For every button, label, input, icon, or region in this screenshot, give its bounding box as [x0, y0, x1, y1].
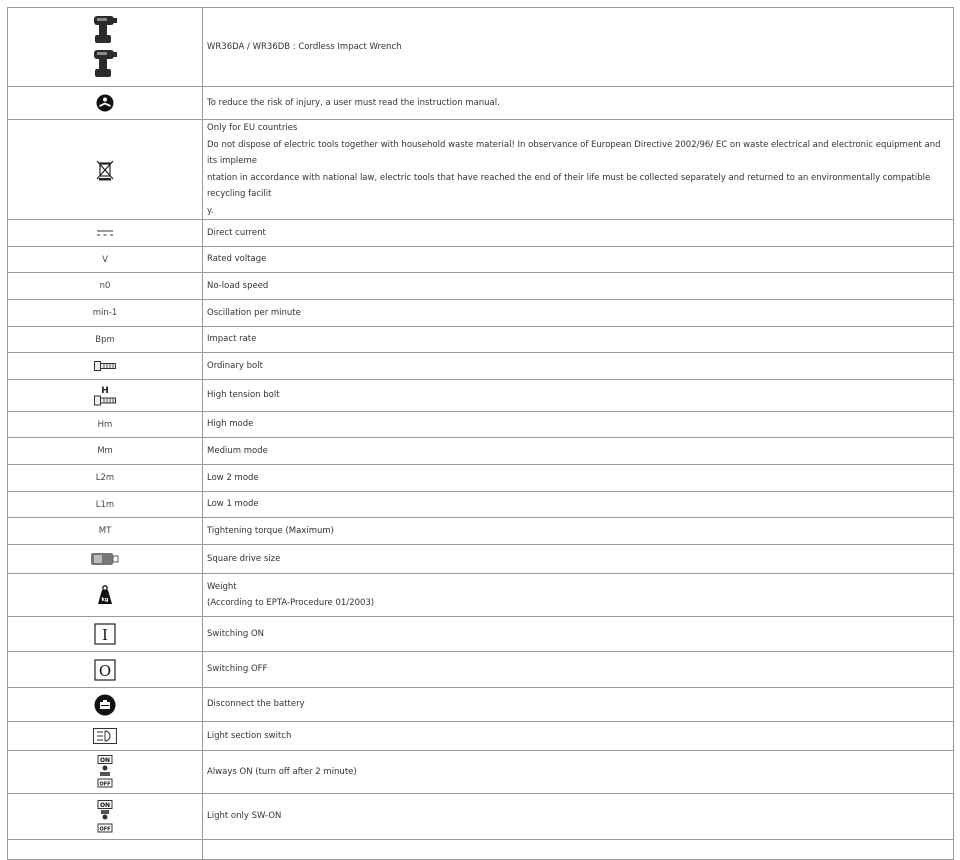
description-cell — [203, 273, 954, 300]
description-text: No-load speed — [207, 280, 269, 291]
description-cell — [203, 574, 954, 617]
table-row — [8, 465, 954, 492]
symbol-cell — [8, 438, 203, 465]
light-switch-icon — [93, 728, 117, 744]
svg-text:ON: ON — [99, 801, 111, 809]
description-text: Rated voltage — [207, 254, 267, 265]
symbol-cell — [8, 617, 203, 652]
symbol-cell — [8, 220, 203, 247]
table-row — [8, 794, 954, 840]
description-text: Light only SW-ON — [207, 811, 282, 822]
description-text: High tension bolt — [207, 390, 280, 401]
symbol-cell — [8, 300, 203, 327]
symbol-text: n0 — [99, 281, 111, 291]
description-cell — [203, 722, 954, 751]
high-tension-bolt-icon — [94, 385, 116, 407]
description-cell — [203, 492, 954, 518]
description-cell — [203, 380, 954, 412]
description-cell — [203, 840, 954, 860]
description-text: Light section switch — [207, 730, 292, 741]
description-text: Weight — [207, 581, 237, 592]
description-cell — [203, 353, 954, 380]
symbol-cell — [8, 412, 203, 438]
description-text: Square drive size — [207, 553, 281, 564]
symbol-text: min-1 — [92, 308, 118, 318]
description-text: Do not dispose of electric tools together with household waste material! In observance of European Directive 2002/96/ EC on waste electrical and electronic equipment and its impleme — [207, 139, 941, 166]
high-tension-label: H — [101, 385, 109, 396]
symbol-cell — [8, 465, 203, 492]
description-text: Only for EU countries — [207, 123, 298, 133]
description-text: WR36DA / WR36DB : Cordless Impact Wrench — [207, 41, 402, 52]
table-row — [8, 617, 954, 652]
crossed-bin-icon — [95, 159, 115, 181]
table-row — [8, 327, 954, 353]
symbol-cell — [8, 273, 203, 300]
description-text: Tightening torque (Maximum) — [207, 525, 334, 536]
description-cell — [203, 617, 954, 652]
table-row — [8, 273, 954, 300]
table-row — [8, 574, 954, 617]
square-drive-icon — [90, 552, 120, 566]
table-row — [8, 688, 954, 722]
description-text: Low 1 mode — [207, 499, 259, 510]
description-cell — [203, 412, 954, 438]
table-row — [8, 8, 954, 87]
read-manual-icon — [96, 94, 114, 112]
description-text: Ordinary bolt — [207, 360, 263, 371]
description-cell — [203, 220, 954, 247]
description-cell — [203, 87, 954, 120]
symbol-cell — [8, 722, 203, 751]
ordinary-bolt-icon — [94, 361, 116, 371]
description-cell — [203, 794, 954, 840]
description-cell — [203, 545, 954, 574]
symbols-table — [7, 7, 954, 860]
symbol-cell — [8, 574, 203, 617]
description-cell — [203, 465, 954, 492]
symbol-text: Hm — [97, 419, 113, 430]
table-row — [8, 220, 954, 247]
symbol-cell — [8, 380, 203, 412]
switch-off-icon — [94, 659, 116, 681]
table-row — [8, 518, 954, 545]
description-cell — [203, 751, 954, 794]
svg-text:OFF: OFF — [99, 826, 111, 832]
table-row — [8, 247, 954, 273]
description-cell — [203, 438, 954, 465]
description-text: Disconnect the battery — [207, 699, 305, 710]
svg-text:ON: ON — [99, 757, 111, 764]
description-cell — [203, 8, 954, 87]
symbol-cell — [8, 247, 203, 273]
description-text: To reduce the risk of injury, a user must read the instruction manual. — [207, 97, 500, 108]
symbol-cell — [8, 751, 203, 794]
table-row — [8, 722, 954, 751]
table-row — [8, 751, 954, 794]
symbol-text: L2m — [95, 473, 115, 483]
table-row — [8, 120, 954, 220]
symbol-cell — [8, 518, 203, 545]
light-only-icon — [96, 800, 114, 834]
symbol-cell — [8, 688, 203, 722]
table-row — [8, 840, 954, 860]
table-row — [8, 353, 954, 380]
symbol-cell — [8, 327, 203, 353]
table-row — [8, 652, 954, 688]
description-cell — [203, 327, 954, 353]
table-row — [8, 300, 954, 327]
symbol-cell — [8, 652, 203, 688]
symbol-cell — [8, 545, 203, 574]
symbol-text: Bpm — [95, 334, 115, 345]
description-text: Direct current — [207, 227, 266, 238]
description-text: Low 2 mode — [207, 472, 259, 483]
svg-text:O: O — [98, 661, 112, 680]
table-row — [8, 492, 954, 518]
symbol-text: Mm — [97, 446, 113, 456]
description-text: Switching OFF — [207, 664, 268, 675]
table-row — [8, 380, 954, 412]
symbol-cell — [8, 8, 203, 87]
table-row — [8, 545, 954, 574]
svg-text:I: I — [102, 626, 108, 644]
description-cell — [203, 247, 954, 273]
description-text: Oscillation per minute — [207, 307, 301, 318]
symbol-text: MT — [98, 526, 112, 536]
symbol-text: L1m — [95, 499, 115, 510]
table-row — [8, 87, 954, 120]
description-cell — [203, 120, 954, 220]
description-text: Switching ON — [207, 628, 264, 639]
symbol-cell — [8, 353, 203, 380]
description-text: ntation in accordance with national law, electric tools that have reached the end of their life must be collected separately and returned to an environmentally compatible recycling facilit — [207, 172, 931, 199]
description-text: Medium mode — [207, 445, 268, 456]
table-row — [8, 412, 954, 438]
description-text: Impact rate — [207, 334, 257, 345]
symbol-cell — [8, 794, 203, 840]
description-text: High mode — [207, 419, 254, 430]
symbol-text: V — [102, 254, 108, 265]
description-text: Always ON (turn off after 2 minute) — [207, 766, 357, 777]
symbol-cell — [8, 120, 203, 220]
direct-current-icon — [97, 230, 113, 236]
description-cell — [203, 300, 954, 327]
svg-text:OFF: OFF — [99, 781, 111, 788]
weight-icon — [97, 585, 113, 605]
table-row — [8, 438, 954, 465]
symbol-cell — [8, 87, 203, 120]
description-cell — [203, 518, 954, 545]
description-text: (According to EPTA-Procedure 01/2003) — [207, 598, 375, 608]
disconnect-battery-icon — [94, 694, 116, 716]
impact-wrench-icon — [91, 12, 119, 82]
symbol-cell — [8, 840, 203, 860]
description-cell — [203, 688, 954, 722]
always-on-icon — [96, 755, 114, 789]
description-text: y. — [207, 205, 214, 216]
symbol-cell — [8, 492, 203, 518]
description-cell — [203, 652, 954, 688]
svg-text:kg: kg — [101, 597, 109, 603]
switch-on-icon — [94, 623, 116, 645]
